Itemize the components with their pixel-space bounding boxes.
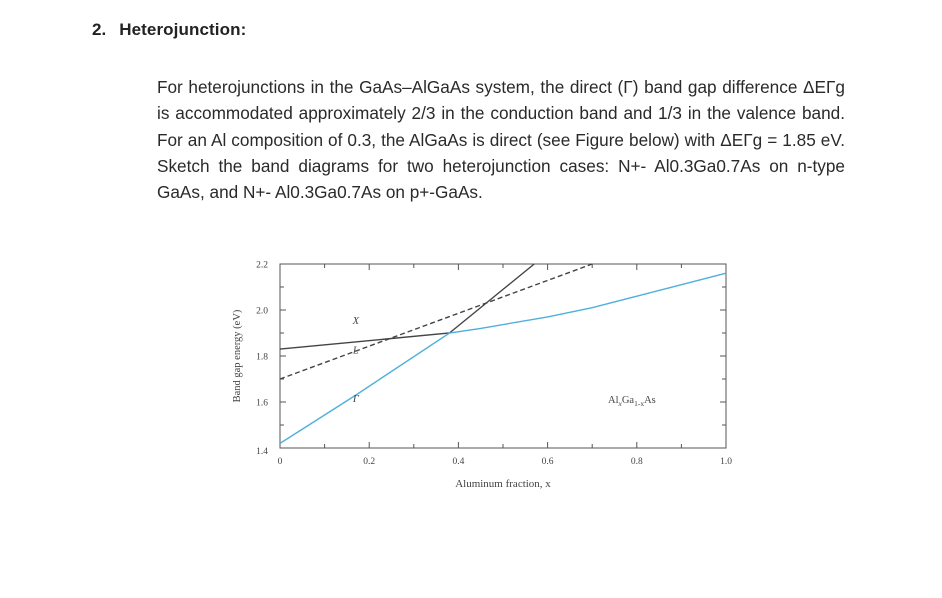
x-tick-label: 0 <box>277 457 283 467</box>
series-line-gamma <box>280 273 726 443</box>
y-tick-label: 1.6 <box>256 398 268 409</box>
alloy-formula-annotation: $Al_xGa_{1-x}As$ <box>608 395 656 408</box>
question-number: 2. <box>92 20 107 39</box>
x-tick-label: 1.0 <box>720 457 732 467</box>
series-group <box>280 264 726 443</box>
series-line-l <box>280 264 592 379</box>
x-tick-label: 0.4 <box>452 457 465 467</box>
axis-ticks <box>280 264 726 448</box>
tick-labels <box>256 261 732 468</box>
y-tick-label: 2.2 <box>256 260 268 271</box>
x-axis-label: Aluminum fraction, x <box>455 478 551 490</box>
y-tick-label: 1.8 <box>256 352 268 363</box>
curve-label: X <box>352 315 360 327</box>
question-text: For heterojunctions in the GaAs–AlGaAs system, the direct (Γ) band gap difference ΔEΓg is accommodated approximately 2/3 in the conduction band and 1/3 in the valence band. For an Al composition of 0.3, the AlGaAs is direct (see Figure below) with ΔEΓg = 1.85 eV. Sketch the band diagrams for two heterojunction cases: N+- Al0.3Ga0.7As on n-type GaAs, and N+- Al0.3Ga0.7As on p+-GaAs. <box>157 77 845 203</box>
x-tick-label: 0.8 <box>630 457 643 467</box>
question-title: Heterojunction: <box>119 20 247 39</box>
curve-label: L <box>352 345 359 357</box>
y-tick-label: 2.0 <box>256 306 268 317</box>
plot-frame <box>280 264 726 448</box>
curve-label: Γ <box>352 394 359 405</box>
x-tick-label: 0.6 <box>541 457 554 467</box>
y-tick-label: 1.4 <box>256 447 268 457</box>
x-tick-label: 0.2 <box>363 457 376 467</box>
series-line-x <box>280 264 534 349</box>
y-axis-label: Band gap energy (eV) <box>232 309 243 403</box>
curve-labels <box>352 316 360 405</box>
